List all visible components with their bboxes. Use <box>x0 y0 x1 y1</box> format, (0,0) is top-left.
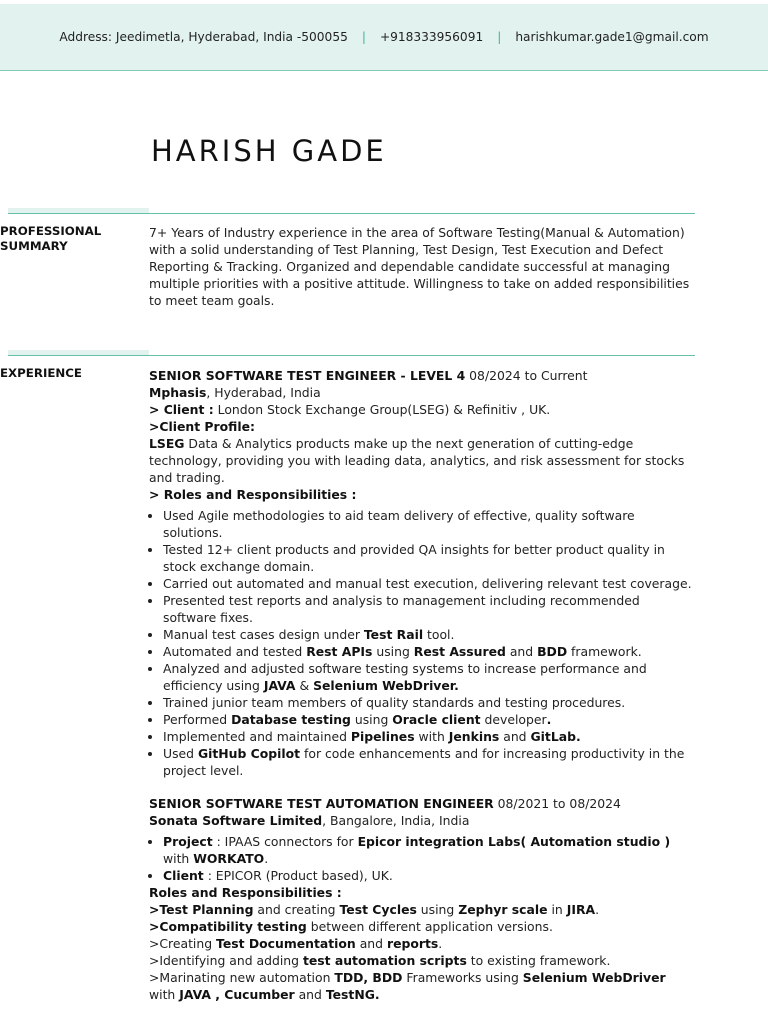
profile-company: LSEG <box>149 436 185 451</box>
responsibility-line <box>149 969 694 1003</box>
roles-label <box>149 884 694 901</box>
text-run: . <box>438 936 443 951</box>
text-run: >Creating <box>149 936 217 951</box>
job-entry <box>149 367 694 779</box>
responsibility-list <box>149 507 694 779</box>
text-run: Automated and tested <box>163 644 307 659</box>
client-profile-label <box>149 418 694 435</box>
job-dates: 08/2021 to 08/2024 <box>493 796 621 811</box>
bold-text: BDD <box>537 644 568 659</box>
bullet-item <box>163 694 694 711</box>
bullet-item <box>163 728 694 745</box>
job-company: Mphasis <box>149 385 207 400</box>
text-run: Analyzed and adjusted software testing systems to increase performance and efficiency using <box>163 661 647 693</box>
contact-separator: | <box>361 30 366 44</box>
bold-text: Pipelines <box>350 729 415 744</box>
bold-text: Test Documentation <box>216 936 356 951</box>
text-run: using <box>372 644 414 659</box>
bullet-item <box>163 592 694 626</box>
divider-tab <box>8 350 149 355</box>
text-run: Carried out automated and manual test execution, delivering relevant test coverage. <box>163 576 692 591</box>
text-run: tool. <box>423 627 455 642</box>
bold-text: Database testing <box>231 712 351 727</box>
text-run: Implemented and maintained <box>163 729 351 744</box>
job-entry <box>149 795 694 1003</box>
summary-text <box>149 224 694 309</box>
client-name: London Stock Exchange Group(LSEG) & Refinitiv , UK. <box>213 402 551 417</box>
job-company-line <box>149 812 694 829</box>
job-role: SENIOR SOFTWARE TEST AUTOMATION ENGINEER <box>149 796 494 811</box>
job-client-line <box>149 401 694 418</box>
section-divider <box>8 355 695 356</box>
bullet-item <box>163 643 694 660</box>
text-run: Used <box>163 746 198 761</box>
summary-title: PROFESSIONAL SUMMARY <box>0 224 102 253</box>
bold-text: >Compatibility testing <box>149 919 307 934</box>
bullet-item <box>163 745 694 779</box>
responsibility-line <box>149 901 694 918</box>
bold-text: >Test Planning <box>149 902 254 917</box>
text-run: . <box>595 902 600 917</box>
job-dates: 08/2024 to Current <box>465 368 588 383</box>
bullet-item <box>163 507 694 541</box>
text-run: Performed <box>163 712 232 727</box>
bold-text: Oracle client <box>392 712 481 727</box>
bold-text: Rest Assured <box>413 644 506 659</box>
text-run: to existing framework. <box>466 953 611 968</box>
bold-text: TDD, BDD <box>334 970 403 985</box>
bold-text: Selenium WebDriver. <box>313 678 459 693</box>
contact-address: Address: Jeedimetla, Hyderabad, India -500055 <box>59 30 348 44</box>
text-run: in <box>547 902 567 917</box>
profile-description: Data & Analytics products make up the next generation of cutting-edge technology, providing you with leading data, analytics, and risk assessment for stocks and trading. <box>149 436 685 485</box>
text-run: : IPAAS connectors for <box>212 834 358 849</box>
spacer <box>149 779 694 795</box>
job-role: SENIOR SOFTWARE TEST ENGINEER - LEVEL 4 <box>149 368 466 383</box>
text-run: Presented test reports and analysis to management including recommended software fixes. <box>163 593 640 625</box>
text-run: and creating <box>253 902 340 917</box>
experience-title: EXPERIENCE <box>0 366 82 380</box>
text-run: Frameworks using <box>402 970 523 985</box>
job-location: , Hyderabad, India <box>206 385 321 400</box>
bold-text: JAVA <box>263 678 296 693</box>
text-run: >Marinating new automation <box>149 970 335 985</box>
job-heading <box>149 795 694 812</box>
divider-tab <box>8 208 149 213</box>
bold-text: Epicor integration Labs( Automation studio ) <box>357 834 671 849</box>
bullet-item <box>163 711 694 728</box>
contact-bar <box>0 4 768 71</box>
bold-text: WORKATO <box>193 851 265 866</box>
text-run: Used Agile methodologies to aid team delivery of effective, quality software solutions. <box>163 508 635 540</box>
contact-phone: +918333956091 <box>379 30 484 44</box>
bullet-item <box>163 833 694 867</box>
roles-label <box>149 486 694 503</box>
contact-separator: | <box>497 30 502 44</box>
text-run: and <box>499 729 531 744</box>
text-run: using <box>416 902 459 917</box>
text-run: Tested 12+ client products and provided QA insights for better product quality in stock exchange domain. <box>163 542 665 574</box>
bullet-item <box>163 575 694 592</box>
bold-text: Project <box>163 834 213 849</box>
bold-text: . <box>546 712 552 727</box>
bold-text: GitLab. <box>530 729 581 744</box>
bullet-item <box>163 867 694 884</box>
bold-text: Client <box>163 868 204 883</box>
candidate-name: HARISH GADE <box>151 134 387 168</box>
text-run: for code enhancements and for increasing productivity in the project level. <box>163 746 685 778</box>
project-list <box>149 833 694 884</box>
job-location: , Bangalore, India, India <box>322 813 470 828</box>
bold-text: JIRA <box>566 902 596 917</box>
experience-body <box>149 367 694 1003</box>
text-run: between different application versions. <box>306 919 553 934</box>
bold-text: GitHub Copilot <box>197 746 301 761</box>
job-heading <box>149 367 694 384</box>
text-run: and <box>505 644 538 659</box>
text-run: developer <box>480 712 547 727</box>
client-profile-text <box>149 435 694 486</box>
bullet-item <box>163 660 694 694</box>
bold-text: TestNG. <box>325 987 380 1002</box>
client-profile-label-text: >Client Profile: <box>149 419 255 434</box>
text-run: with <box>163 851 194 866</box>
bold-text: Test Rail <box>363 627 424 642</box>
text-run: >Identifying and adding <box>149 953 303 968</box>
bullet-item <box>163 626 694 643</box>
text-run: Manual test cases design under <box>163 627 364 642</box>
responsibility-line <box>149 935 694 952</box>
text-run: & <box>295 678 314 693</box>
text-run: framework. <box>567 644 642 659</box>
bold-text: Jenkins <box>448 729 500 744</box>
client-label: > Client : <box>149 402 214 417</box>
text-run: with <box>414 729 449 744</box>
text-run: . <box>264 851 269 866</box>
text-run: : EPICOR (Product based), UK. <box>203 868 393 883</box>
bold-text: Test Cycles <box>339 902 417 917</box>
roles-label-text: > Roles and Responsibilities : <box>149 487 357 502</box>
responsibility-lines <box>149 901 694 1003</box>
bold-text: Selenium WebDriver <box>522 970 666 985</box>
responsibility-line <box>149 952 694 969</box>
bold-text: Rest APIs <box>306 644 373 659</box>
section-divider <box>8 213 695 214</box>
bullet-item <box>163 541 694 575</box>
roles-label-text: Roles and Responsibilities : <box>149 885 342 900</box>
responsibility-line <box>149 918 694 935</box>
contact-email[interactable]: harishkumar.gade1@gmail.com <box>515 30 709 44</box>
job-company: Sonata Software Limited <box>149 813 323 828</box>
text-run: Trained junior team members of quality standards and testing procedures. <box>163 695 626 710</box>
text-run: using <box>350 712 393 727</box>
text-run: with <box>149 987 180 1002</box>
bold-text: JAVA , Cucumber <box>179 987 295 1002</box>
text-run: and <box>294 987 326 1002</box>
bold-text: reports <box>386 936 439 951</box>
bold-text: Zephyr scale <box>458 902 548 917</box>
text-run: and <box>355 936 387 951</box>
bold-text: test automation scripts <box>302 953 467 968</box>
summary-paragraph: 7+ Years of Industry experience in the area of Software Testing(Manual & Automation) with a solid understanding of Test Planning, Test Design, Test Execution and Defect Reporting & Tracking. Organized and dependable candidate successful at managing multiple priorities with a positive attitude. Willingness to take on added responsibilities to meet team goals. <box>149 225 690 308</box>
job-company-line <box>149 384 694 401</box>
